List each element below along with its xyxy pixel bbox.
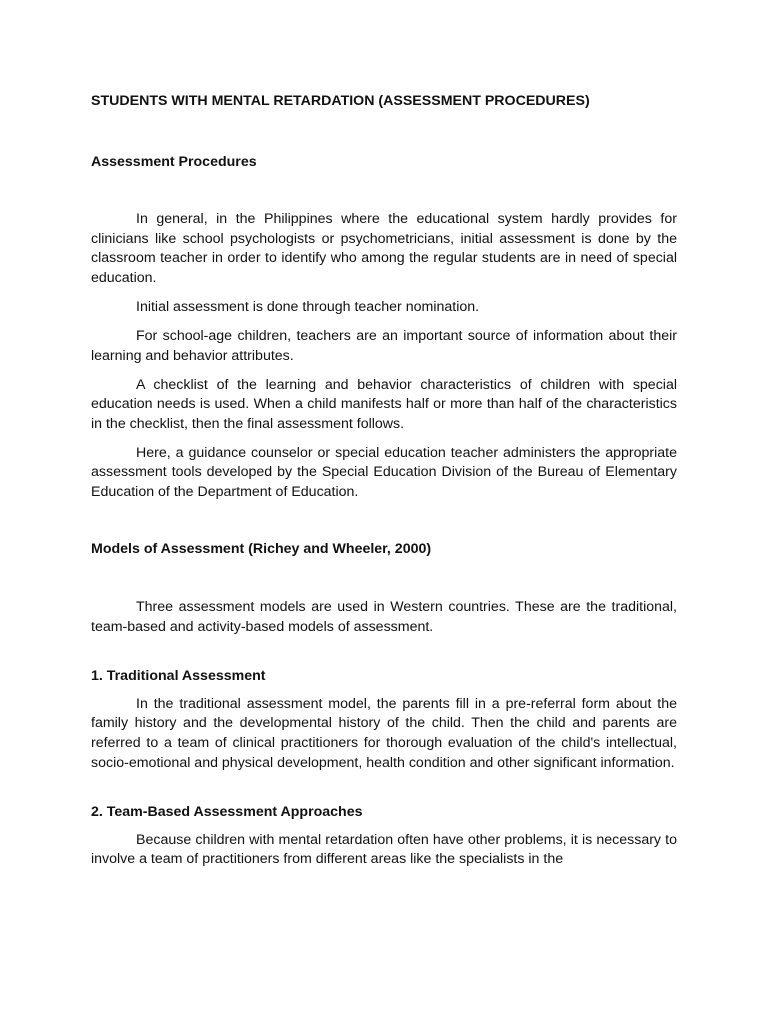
section-heading-assessment-procedures: Assessment Procedures xyxy=(91,153,257,170)
section-heading-traditional-assessment: 1. Traditional Assessment xyxy=(91,668,266,685)
paragraph: In general, in the Philippines where the educational system hardly provides for clinicians like school psychologists or psychometricians, initial assessment is done by the classroom teacher in order to identify who among the regular students are in need of special education. xyxy=(91,211,677,286)
paragraph: In the traditional assessment model, the parents fill in a pre-referral form about the family history and the developmental history of the child. Then the child and parents are referred to a team of clinical practitioners for thorough evaluation of the child's intellectual, socio-emotional and physical development, health condition and other significant information. xyxy=(91,695,677,771)
document-page xyxy=(91,92,677,870)
section-heading-models-of-assessment: Models of Assessment (Richey and Wheeler, 2000) xyxy=(91,541,432,558)
paragraph: Here, a guidance counselor or special education teacher administers the appropriate assessment tools developed by the Special Education Division of the Bureau of Elementary Education of the Department of Education. xyxy=(91,444,677,500)
paragraph: Three assessment models are used in Western countries. These are the traditional, team-based and activity-based models of assessment. xyxy=(91,599,677,635)
paragraph: Because children with mental retardation often have other problems, it is necessary to involve a team of practitioners from different areas like the specialists in the xyxy=(91,831,677,868)
paragraph: For school-age children, teachers are an important source of information about their learning and behavior attributes. xyxy=(91,327,677,364)
paragraph: Initial assessment is done through teacher nomination. xyxy=(136,298,480,315)
document-title: STUDENTS WITH MENTAL RETARDATION (ASSESSMENT PROCEDURES) xyxy=(91,93,590,109)
paragraph: A checklist of the learning and behavior characteristics of children with special education needs is used. When a child manifests half or more than half of the characteristics in the checklist, then the final assessment follows. xyxy=(91,376,677,432)
section-heading-team-based-assessment: 2. Team-Based Assessment Approaches xyxy=(91,804,363,821)
